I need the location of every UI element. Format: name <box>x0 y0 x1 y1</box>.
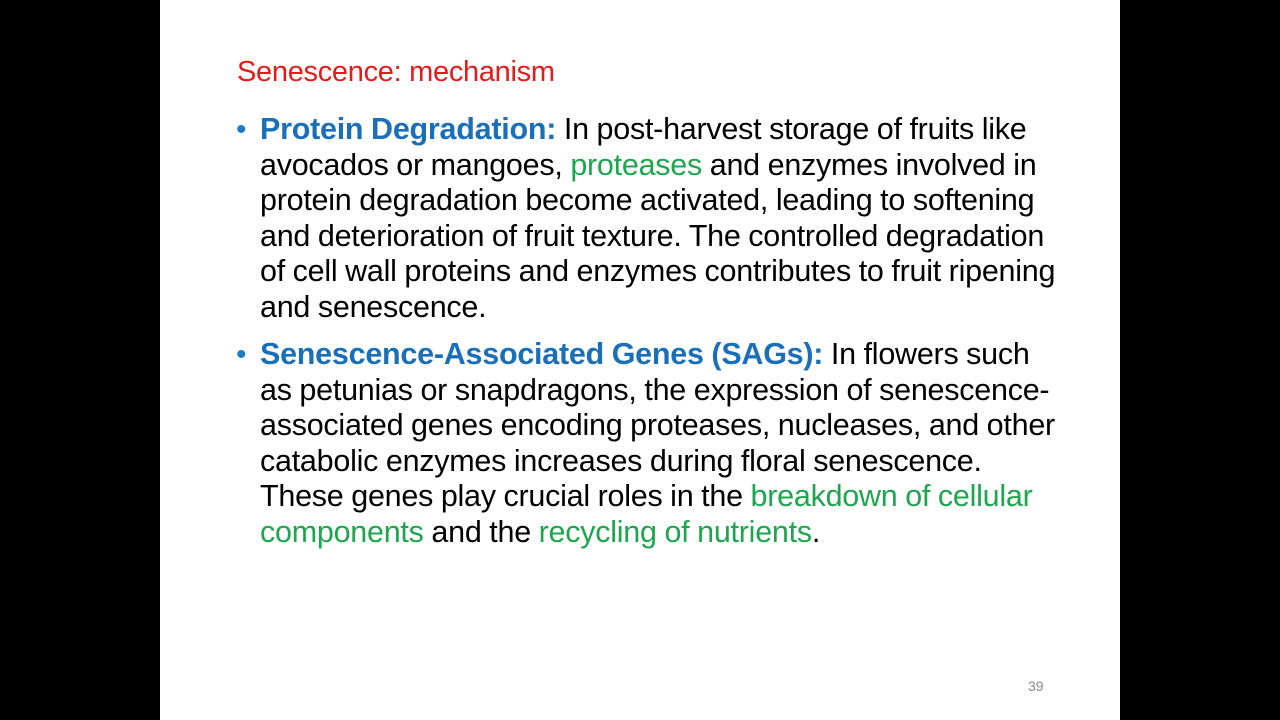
bullet-text: In flowers such as petunias or snapdragons, the expression of senescence-associated genes encoding proteases, nucleases, and other catabolic enzymes increases during floral senescence. These genes play crucial roles in the <box>260 337 1055 513</box>
highlight-text: proteases <box>570 147 703 182</box>
bullet-protein-degradation <box>236 112 1056 325</box>
bullet-text: and the <box>423 514 539 549</box>
slide-number: 39 <box>1028 678 1044 694</box>
bullet-marker: • <box>236 113 247 146</box>
bullet-term: Protein Degradation: <box>260 112 557 146</box>
bullet-term: Senescence-Associated Genes (SAGs): <box>260 337 824 371</box>
bullet-text: and enzymes involved in protein degradation become activated, leading to softening and deterioration of fruit texture. The controlled degradation of cell wall proteins and enzymes contributes to fruit ripening and senescence. <box>260 147 1056 324</box>
bullet-text: . <box>811 514 821 549</box>
highlight-text: breakdown of cellular components <box>260 479 1033 549</box>
bullet-text: In post-harvest storage of fruits like avocados or mangoes, <box>260 112 1027 182</box>
slide-title: Senescence: mechanism <box>237 56 555 88</box>
bullet-senescence-associated-genes <box>236 337 1056 550</box>
bullet-list <box>236 112 1056 550</box>
slide <box>160 0 1120 720</box>
bullet-marker: • <box>236 338 247 371</box>
highlight-text: recycling of nutrients <box>538 514 812 549</box>
